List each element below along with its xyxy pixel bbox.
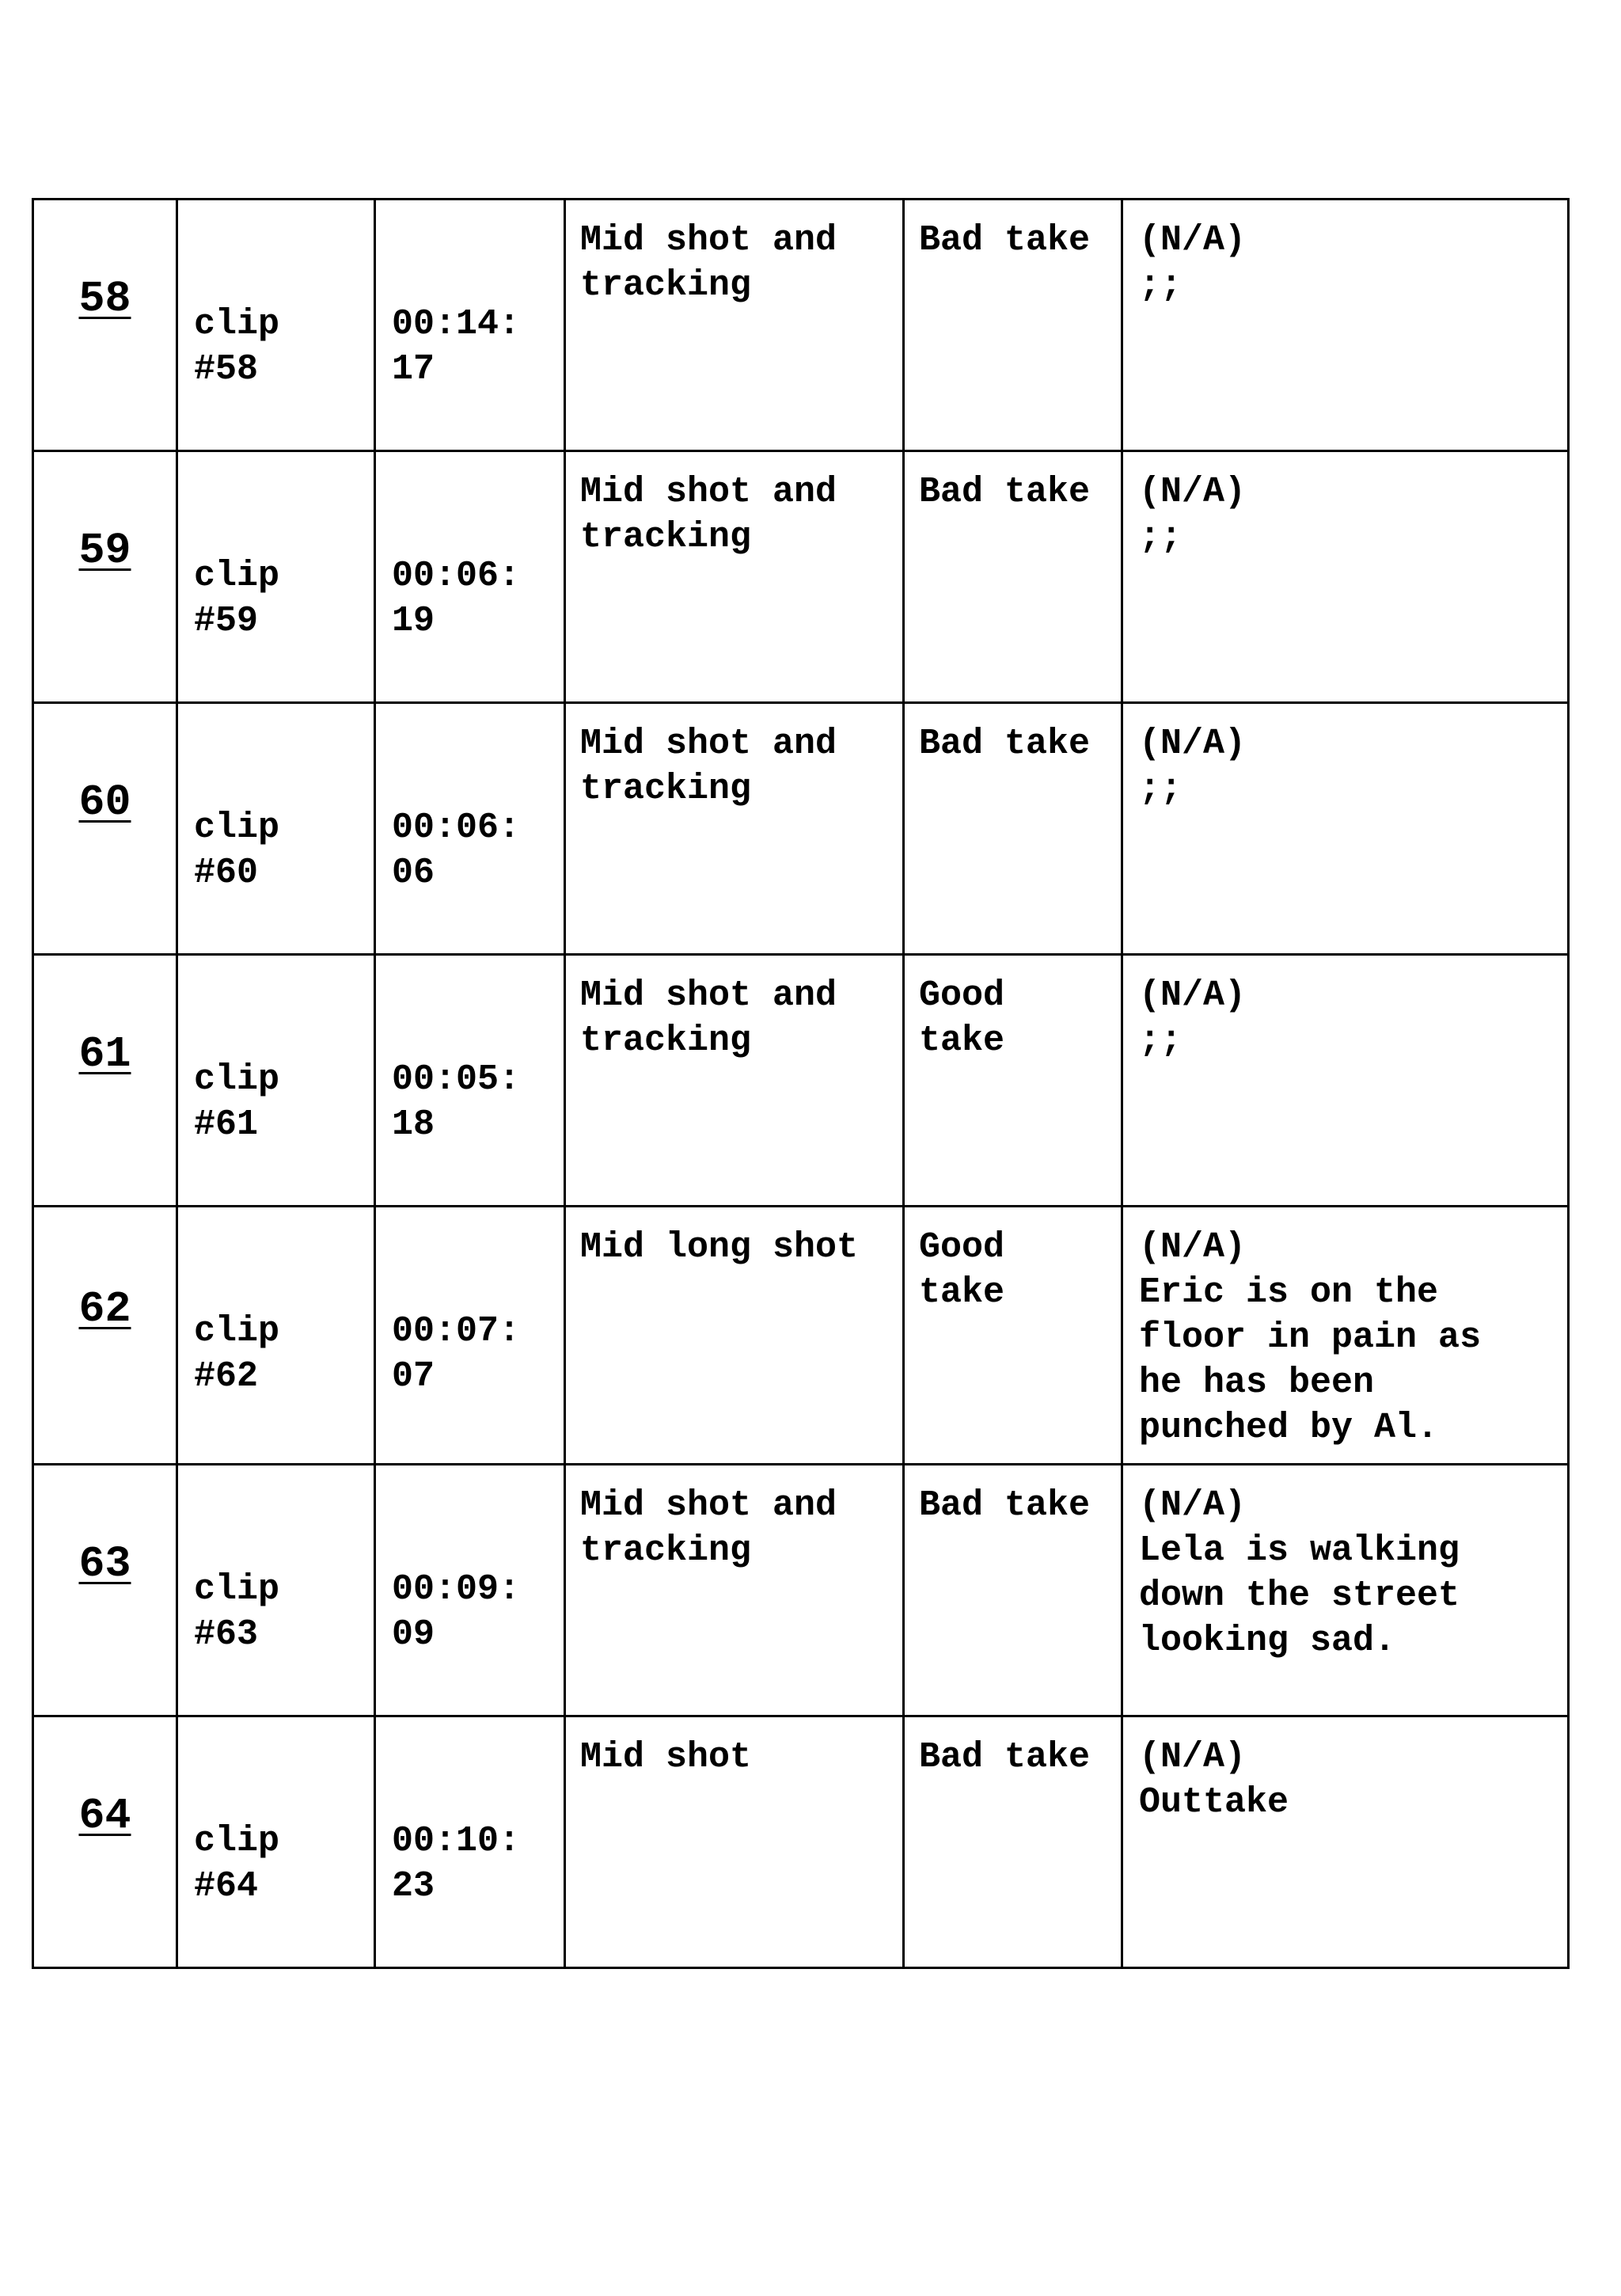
table-row <box>33 1207 1569 1465</box>
notes: (N/A) Outtake <box>1122 1716 1569 1968</box>
take-status: Good take <box>904 955 1122 1207</box>
shot-type: Mid shot and tracking <box>565 200 904 451</box>
shot-number-cell <box>33 955 177 1207</box>
shot-number: 58 <box>78 273 131 324</box>
shot-number-cell <box>33 1465 177 1716</box>
timecode: 00:07: 07 <box>375 1207 565 1465</box>
take-status: Bad take <box>904 1716 1122 1968</box>
timecode: 00:14: 17 <box>375 200 565 451</box>
shot-type: Mid shot and tracking <box>565 1465 904 1716</box>
clip-name: clip #62 <box>177 1207 375 1465</box>
notes: (N/A) ;; <box>1122 451 1569 703</box>
timecode: 00:09: 09 <box>375 1465 565 1716</box>
shot-type: Mid shot and tracking <box>565 955 904 1207</box>
timecode: 00:05: 18 <box>375 955 565 1207</box>
shot-number-cell <box>33 1716 177 1968</box>
shot-number: 62 <box>78 1283 131 1334</box>
shot-number-cell <box>33 451 177 703</box>
take-status: Bad take <box>904 1465 1122 1716</box>
table-row <box>33 703 1569 955</box>
notes: (N/A) Eric is on the floor in pain as he has been punched by Al. <box>1122 1207 1569 1465</box>
notes: (N/A) Lela is walking down the street looking sad. <box>1122 1465 1569 1716</box>
shot-number-cell <box>33 200 177 451</box>
clip-name: clip #61 <box>177 955 375 1207</box>
notes: (N/A) ;; <box>1122 703 1569 955</box>
shot-type: Mid shot and tracking <box>565 451 904 703</box>
shot-type: Mid long shot <box>565 1207 904 1465</box>
take-status: Bad take <box>904 200 1122 451</box>
notes: (N/A) ;; <box>1122 200 1569 451</box>
table-row <box>33 955 1569 1207</box>
shot-number: 64 <box>78 1790 131 1841</box>
clip-name: clip #60 <box>177 703 375 955</box>
table-row <box>33 1716 1569 1968</box>
shot-number: 60 <box>78 777 131 827</box>
shot-number-cell <box>33 1207 177 1465</box>
shot-number: 59 <box>78 525 131 576</box>
notes: (N/A) ;; <box>1122 955 1569 1207</box>
shot-type: Mid shot and tracking <box>565 703 904 955</box>
timecode: 00:10: 23 <box>375 1716 565 1968</box>
shot-number: 63 <box>78 1538 131 1589</box>
clip-name: clip #63 <box>177 1465 375 1716</box>
take-status: Good take <box>904 1207 1122 1465</box>
timecode: 00:06: 19 <box>375 451 565 703</box>
clip-name: clip #59 <box>177 451 375 703</box>
shot-number-cell <box>33 703 177 955</box>
take-status: Bad take <box>904 703 1122 955</box>
shot-log-table <box>32 198 1570 1969</box>
clip-name: clip #58 <box>177 200 375 451</box>
table-row <box>33 1465 1569 1716</box>
timecode: 00:06: 06 <box>375 703 565 955</box>
shot-number: 61 <box>78 1028 131 1079</box>
table-row <box>33 200 1569 451</box>
take-status: Bad take <box>904 451 1122 703</box>
shot-type: Mid shot <box>565 1716 904 1968</box>
table-row <box>33 451 1569 703</box>
clip-name: clip #64 <box>177 1716 375 1968</box>
